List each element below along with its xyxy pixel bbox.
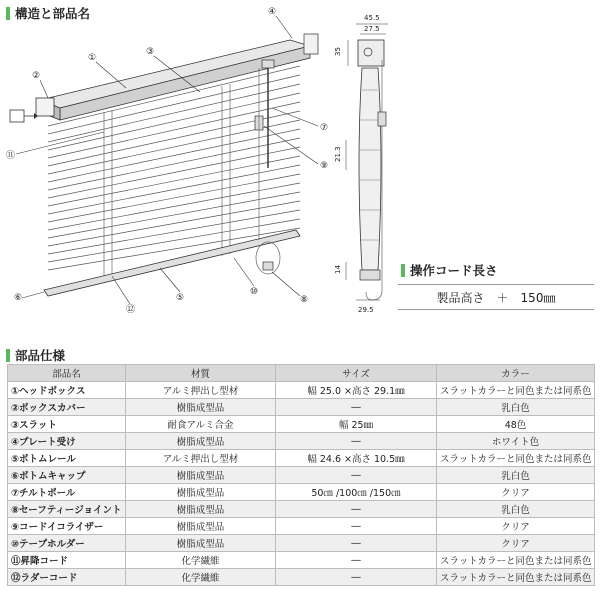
svg-text:⑦: ⑦: [320, 123, 329, 133]
table-row: [8, 552, 595, 569]
table-row: [8, 569, 595, 586]
table-row: [8, 450, 595, 467]
svg-text:①: ①: [88, 53, 97, 63]
header-part-name: 部品名: [8, 365, 126, 382]
part-material: 耐食アルミ合金: [126, 416, 276, 433]
part-name: ④プレート受け: [8, 433, 126, 450]
table-row: [8, 467, 595, 484]
part-size: ―: [276, 518, 437, 535]
svg-text:⑤: ⑤: [176, 293, 185, 303]
heading-accent-bar: [401, 264, 405, 277]
part-name: ⑦チルトポール: [8, 484, 126, 501]
structure-title: 構造と部品名: [15, 6, 91, 21]
part-name: ③スラット: [8, 416, 126, 433]
part-color: スラットカラーと同色または同系色: [437, 450, 595, 467]
table-row: [8, 518, 595, 535]
table-row: [8, 433, 595, 450]
header-material: 材質: [126, 365, 276, 382]
part-name: ⑫ラダーコード: [8, 569, 126, 586]
part-color: スラットカラーと同色または同系色: [437, 552, 595, 569]
svg-text:45.5: 45.5: [364, 14, 380, 22]
spec-table: [7, 364, 595, 586]
part-color: スラットカラーと同色または同系色: [437, 382, 595, 399]
part-material: 化学繊維: [126, 569, 276, 586]
part-material: 樹脂成型品: [126, 399, 276, 416]
table-row: [8, 535, 595, 552]
part-color: 乳白色: [437, 501, 595, 518]
svg-text:⑨: ⑨: [320, 161, 329, 171]
svg-text:27.5: 27.5: [364, 25, 380, 33]
header-size: サイズ: [276, 365, 437, 382]
part-color: 乳白色: [437, 399, 595, 416]
bracket-arrow: [10, 110, 38, 122]
code-length-formula: 製品高さ ＋ 150㎜: [398, 284, 594, 310]
svg-text:⑧: ⑧: [300, 295, 309, 305]
part-color: クリア: [437, 535, 595, 552]
part-name: ②ボックスカバー: [8, 399, 126, 416]
part-color: クリア: [437, 484, 595, 501]
heading-accent-bar: [6, 349, 10, 362]
svg-text:35: 35: [334, 47, 342, 56]
part-name: ⑪昇降コード: [8, 552, 126, 569]
part-size: ―: [276, 535, 437, 552]
svg-text:②: ②: [32, 71, 41, 81]
part-size: ―: [276, 552, 437, 569]
part-material: アルミ押出し型材: [126, 450, 276, 467]
part-name: ⑥ボトムキャップ: [8, 467, 126, 484]
part-color: 乳白色: [437, 467, 595, 484]
part-material: 樹脂成型品: [126, 433, 276, 450]
spec-title: 部品仕様: [15, 348, 66, 363]
part-size: ―: [276, 399, 437, 416]
table-row: [8, 501, 595, 518]
part-size: 50㎝ /100㎝ /150㎝: [276, 484, 437, 501]
box-cover: [36, 98, 54, 116]
part-name: ⑤ボトムレール: [8, 450, 126, 467]
code-length-heading: [401, 261, 498, 279]
part-size: 幅 25.0 ×高さ 29.1㎜: [276, 382, 437, 399]
part-color: スラットカラーと同色または同系色: [437, 569, 595, 586]
part-size: ―: [276, 467, 437, 484]
svg-text:14: 14: [334, 265, 342, 274]
part-size: ―: [276, 433, 437, 450]
table-row: [8, 382, 595, 399]
part-name: ①ヘッドボックス: [8, 382, 126, 399]
spec-heading: [6, 346, 65, 364]
code-length-title: 操作コード長さ: [410, 263, 498, 278]
svg-text:③: ③: [146, 47, 155, 57]
svg-text:⑥: ⑥: [14, 293, 23, 303]
part-name: ⑩テープホルダー: [8, 535, 126, 552]
svg-text:21.3: 21.3: [334, 146, 342, 162]
part-material: 化学繊維: [126, 552, 276, 569]
svg-text:29.5: 29.5: [358, 306, 374, 314]
part-size: ―: [276, 501, 437, 518]
part-material: 樹脂成型品: [126, 467, 276, 484]
spec-header-row: [8, 365, 595, 382]
part-size: ―: [276, 569, 437, 586]
part-color: ホワイト色: [437, 433, 595, 450]
part-material: 樹脂成型品: [126, 501, 276, 518]
part-material: 樹脂成型品: [126, 484, 276, 501]
head-box: [40, 40, 310, 120]
svg-text:⑫: ⑫: [126, 305, 136, 315]
svg-text:⑪: ⑪: [6, 151, 16, 161]
svg-text:④: ④: [268, 7, 277, 17]
svg-text:⑩: ⑩: [250, 287, 259, 297]
part-name: ⑧セーフティージョイント: [8, 501, 126, 518]
part-material: 樹脂成型品: [126, 535, 276, 552]
part-name: ⑨コードイコライザー: [8, 518, 126, 535]
plate-bracket: [304, 34, 318, 54]
part-material: アルミ押出し型材: [126, 382, 276, 399]
part-color: 48色: [437, 416, 595, 433]
table-row: [8, 484, 595, 501]
part-color: クリア: [437, 518, 595, 535]
part-size: 幅 24.6 ×高さ 10.5㎜: [276, 450, 437, 467]
table-row: [8, 416, 595, 433]
part-material: 樹脂成型品: [126, 518, 276, 535]
side-view: [346, 24, 388, 300]
header-color: カラー: [437, 365, 595, 382]
table-row: [8, 399, 595, 416]
part-size: 幅 25㎜: [276, 416, 437, 433]
